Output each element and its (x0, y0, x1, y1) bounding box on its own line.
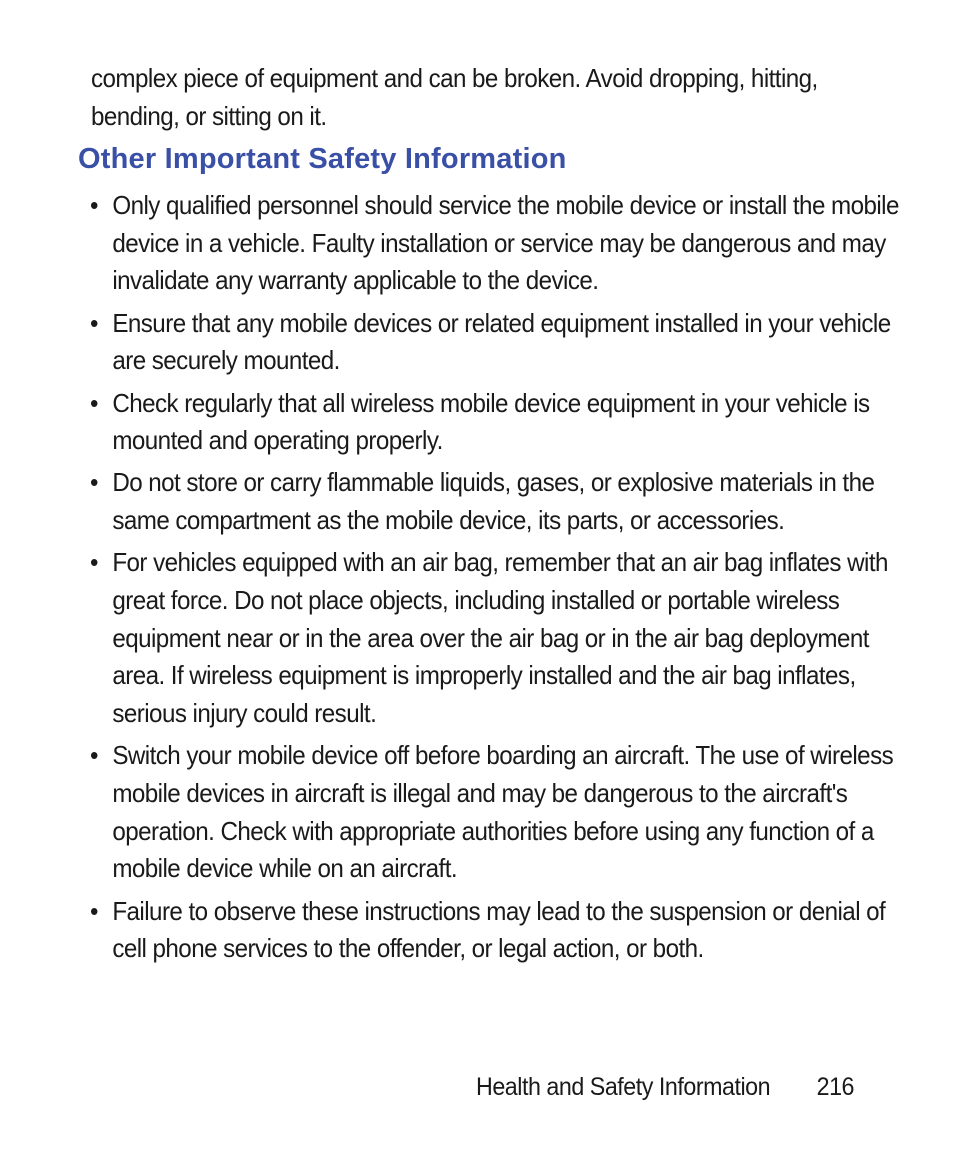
list-item-text: Check regularly that all wireless mobile device equipment in your vehicle is mounted and operating properly. (112, 387, 870, 456)
footer-section-title: Health and Safety Information (476, 1073, 771, 1101)
list-item-text: Only qualified personnel should service the mobile device or install the mobile device in a vehicle. Faulty installation or service may be dangerous and may invalidate any warranty applicable to the device. (112, 190, 899, 296)
list-item (90, 187, 910, 300)
list-item (90, 464, 910, 539)
page-footer (476, 1073, 854, 1102)
list-item-text: Do not store or carry flammable liquids, gases, or explosive materials in the same compartment as the mobile device, its parts, or accessories. (112, 467, 875, 536)
bullet-icon: • (90, 740, 98, 771)
intro-paragraph: complex piece of equipment and can be broken. Avoid dropping, hitting, bending, or sitting on it. (91, 63, 818, 131)
bullet-icon: • (90, 190, 98, 220)
list-item (90, 385, 910, 460)
section-heading: Other Important Safety Information (78, 143, 567, 175)
list-item-text: For vehicles equipped with an air bag, remember that an air bag inflates with great force. Do not place objects, including installed or portable wireless equipment near or in the area over the air bag or in the air bag deployment area. If wireless equipment is improperly installed and the air bag inflates, serious injury could result. (112, 547, 888, 729)
bullet-icon: • (90, 467, 98, 498)
bullet-icon: • (90, 547, 98, 578)
safety-bullet-list (90, 187, 910, 973)
list-item (90, 305, 910, 380)
list-item-text: Ensure that any mobile devices or related equipment installed in your vehicle are securely mounted. (112, 307, 891, 376)
bullet-icon: • (90, 895, 98, 926)
list-item (90, 737, 910, 888)
bullet-icon: • (90, 307, 98, 338)
bullet-icon: • (90, 387, 98, 418)
list-item-text: Switch your mobile device off before boarding an aircraft. The use of wireless mobile devices in aircraft is illegal and may be dangerous to the aircraft's operation. Check with appropriate authorities before using any function of a mobile device while on an aircraft. (112, 740, 894, 884)
page-number: 216 (816, 1073, 855, 1101)
list-item-text: Failure to observe these instructions may lead to the suspension or denial of cell phone services to the offender, or legal action, or both. (112, 895, 886, 964)
list-item (90, 544, 910, 733)
list-item (90, 893, 910, 968)
